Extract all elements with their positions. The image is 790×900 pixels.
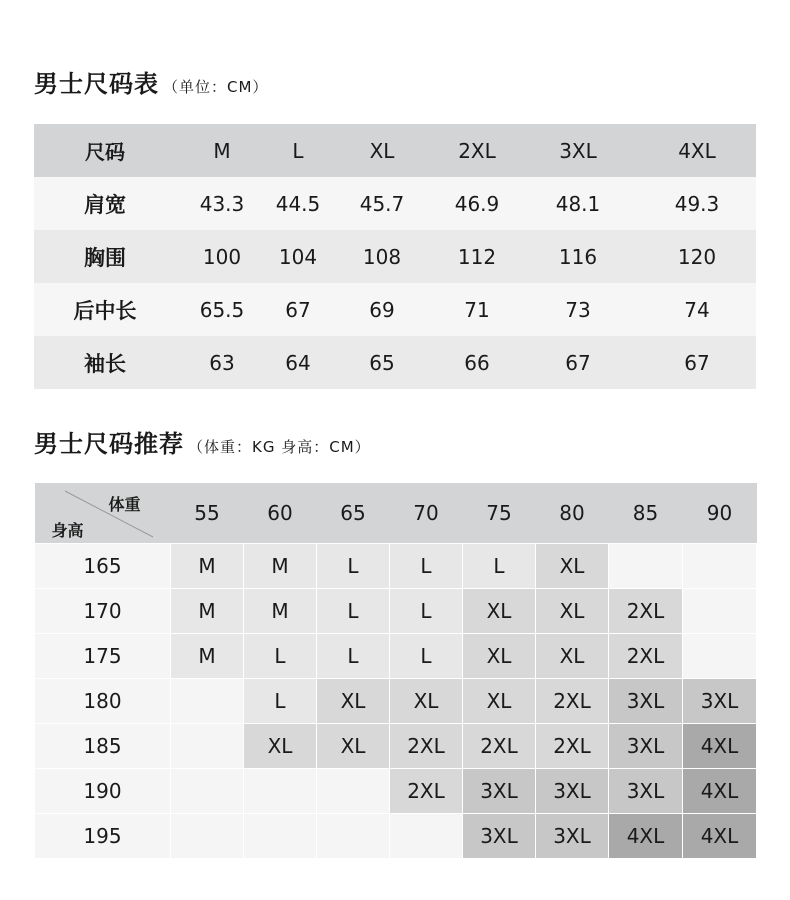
- measurement-value: 112: [436, 230, 518, 283]
- size-recommendation-table: [34, 483, 757, 859]
- size-cell: XL: [463, 589, 536, 634]
- measurement-value: 67: [518, 336, 638, 389]
- size-cell: XL: [317, 724, 390, 769]
- size-cell: M: [244, 589, 317, 634]
- size-cell: M: [171, 634, 244, 679]
- size-cell: 3XL: [463, 814, 536, 859]
- corner-cell: [35, 483, 171, 544]
- measurement-value: 67: [268, 283, 328, 336]
- size-cell: [244, 814, 317, 859]
- size-cell: XL: [536, 544, 609, 589]
- height-label: 185: [35, 724, 171, 769]
- size-cell: [171, 814, 244, 859]
- size-cell: [171, 679, 244, 724]
- measurement-value: 66: [436, 336, 518, 389]
- weight-header-cell: 70: [390, 483, 463, 544]
- size-cell: 3XL: [536, 814, 609, 859]
- measurement-value: 104: [268, 230, 328, 283]
- size-cell: [390, 814, 463, 859]
- weight-header-cell: 55: [171, 483, 244, 544]
- size-header-cell: M: [176, 124, 268, 177]
- table-row: [34, 230, 756, 283]
- size-cell: [171, 769, 244, 814]
- size-cell: [609, 544, 683, 589]
- table-row: [35, 544, 757, 589]
- size-cell: 3XL: [683, 679, 757, 724]
- measurement-label: 胸围: [34, 230, 176, 283]
- size-chart-title: [34, 64, 268, 99]
- measurement-value: 73: [518, 283, 638, 336]
- measurement-value: 43.3: [176, 177, 268, 230]
- size-cell: [683, 589, 757, 634]
- weight-header-cell: 65: [317, 483, 390, 544]
- weight-header-cell: 85: [609, 483, 683, 544]
- size-cell: 2XL: [536, 724, 609, 769]
- size-cell: XL: [244, 724, 317, 769]
- size-cell: 2XL: [390, 724, 463, 769]
- size-cell: L: [317, 634, 390, 679]
- size-cell: 4XL: [683, 814, 757, 859]
- size-header-cell: XL: [328, 124, 436, 177]
- size-cell: 4XL: [609, 814, 683, 859]
- measurement-value: 45.7: [328, 177, 436, 230]
- height-label: 170: [35, 589, 171, 634]
- size-chart-header-row: [34, 124, 756, 177]
- size-cell: L: [244, 679, 317, 724]
- weight-header-cell: 60: [244, 483, 317, 544]
- table-row: [34, 283, 756, 336]
- size-cell: 3XL: [463, 769, 536, 814]
- size-cell: 4XL: [683, 769, 757, 814]
- measurement-value: 74: [638, 283, 756, 336]
- measurement-value: 63: [176, 336, 268, 389]
- size-cell: 2XL: [536, 679, 609, 724]
- measurement-value: 100: [176, 230, 268, 283]
- size-cell: 3XL: [609, 769, 683, 814]
- size-chart-title-text: 男士尺码表: [34, 70, 159, 98]
- measurement-value: 65: [328, 336, 436, 389]
- size-cell: XL: [463, 679, 536, 724]
- measurement-value: 67: [638, 336, 756, 389]
- measurement-value: 49.3: [638, 177, 756, 230]
- size-cell: [171, 724, 244, 769]
- size-cell: 2XL: [390, 769, 463, 814]
- table-row: [35, 769, 757, 814]
- height-label: 175: [35, 634, 171, 679]
- size-cell: M: [171, 589, 244, 634]
- size-cell: [683, 544, 757, 589]
- size-header-cell: 4XL: [638, 124, 756, 177]
- height-label: 180: [35, 679, 171, 724]
- size-cell: XL: [317, 679, 390, 724]
- table-row: [35, 814, 757, 859]
- recommendation-unit: （体重：KG 身高：CM）: [188, 438, 371, 456]
- height-label: 195: [35, 814, 171, 859]
- measurement-value: 108: [328, 230, 436, 283]
- height-label: 190: [35, 769, 171, 814]
- size-cell: [683, 634, 757, 679]
- height-label: 165: [35, 544, 171, 589]
- size-chart-table: [34, 124, 756, 389]
- size-chart-unit: （单位：CM）: [163, 78, 269, 96]
- measurement-value: 46.9: [436, 177, 518, 230]
- size-cell: M: [244, 544, 317, 589]
- table-row: [35, 589, 757, 634]
- size-cell: 2XL: [463, 724, 536, 769]
- recommendation-header-row: [35, 483, 757, 544]
- size-cell: XL: [463, 634, 536, 679]
- measurement-value: 64: [268, 336, 328, 389]
- height-axis-label: 身高: [51, 521, 84, 540]
- size-cell: XL: [536, 634, 609, 679]
- weight-header-cell: 75: [463, 483, 536, 544]
- measurement-value: 48.1: [518, 177, 638, 230]
- table-row: [34, 336, 756, 389]
- measurement-value: 120: [638, 230, 756, 283]
- size-header-cell: 2XL: [436, 124, 518, 177]
- table-row: [34, 177, 756, 230]
- measurement-label: 袖长: [34, 336, 176, 389]
- size-cell: 4XL: [683, 724, 757, 769]
- recommendation-title: [34, 424, 371, 459]
- size-header-cell: L: [268, 124, 328, 177]
- size-cell: M: [171, 544, 244, 589]
- size-cell: 2XL: [609, 589, 683, 634]
- measurement-value: 71: [436, 283, 518, 336]
- size-cell: L: [244, 634, 317, 679]
- weight-axis-label: 体重: [108, 495, 141, 514]
- size-cell: [317, 769, 390, 814]
- size-cell: [244, 769, 317, 814]
- size-cell: L: [317, 544, 390, 589]
- table-row: [35, 679, 757, 724]
- measurement-label: 肩宽: [34, 177, 176, 230]
- size-cell: L: [317, 589, 390, 634]
- measurement-value: 44.5: [268, 177, 328, 230]
- size-cell: L: [390, 544, 463, 589]
- size-cell: XL: [390, 679, 463, 724]
- size-header-cell: 3XL: [518, 124, 638, 177]
- table-row: [35, 634, 757, 679]
- size-header-label: 尺码: [34, 124, 176, 177]
- table-row: [35, 724, 757, 769]
- measurement-value: 116: [518, 230, 638, 283]
- weight-header-cell: 80: [536, 483, 609, 544]
- recommendation-title-text: 男士尺码推荐: [34, 430, 184, 458]
- size-cell: L: [390, 589, 463, 634]
- size-cell: 3XL: [536, 769, 609, 814]
- size-cell: L: [463, 544, 536, 589]
- size-cell: L: [390, 634, 463, 679]
- size-cell: 3XL: [609, 679, 683, 724]
- measurement-label: 后中长: [34, 283, 176, 336]
- size-cell: XL: [536, 589, 609, 634]
- size-cell: 3XL: [609, 724, 683, 769]
- measurement-value: 65.5: [176, 283, 268, 336]
- size-cell: [317, 814, 390, 859]
- size-cell: 2XL: [609, 634, 683, 679]
- weight-header-cell: 90: [683, 483, 757, 544]
- measurement-value: 69: [328, 283, 436, 336]
